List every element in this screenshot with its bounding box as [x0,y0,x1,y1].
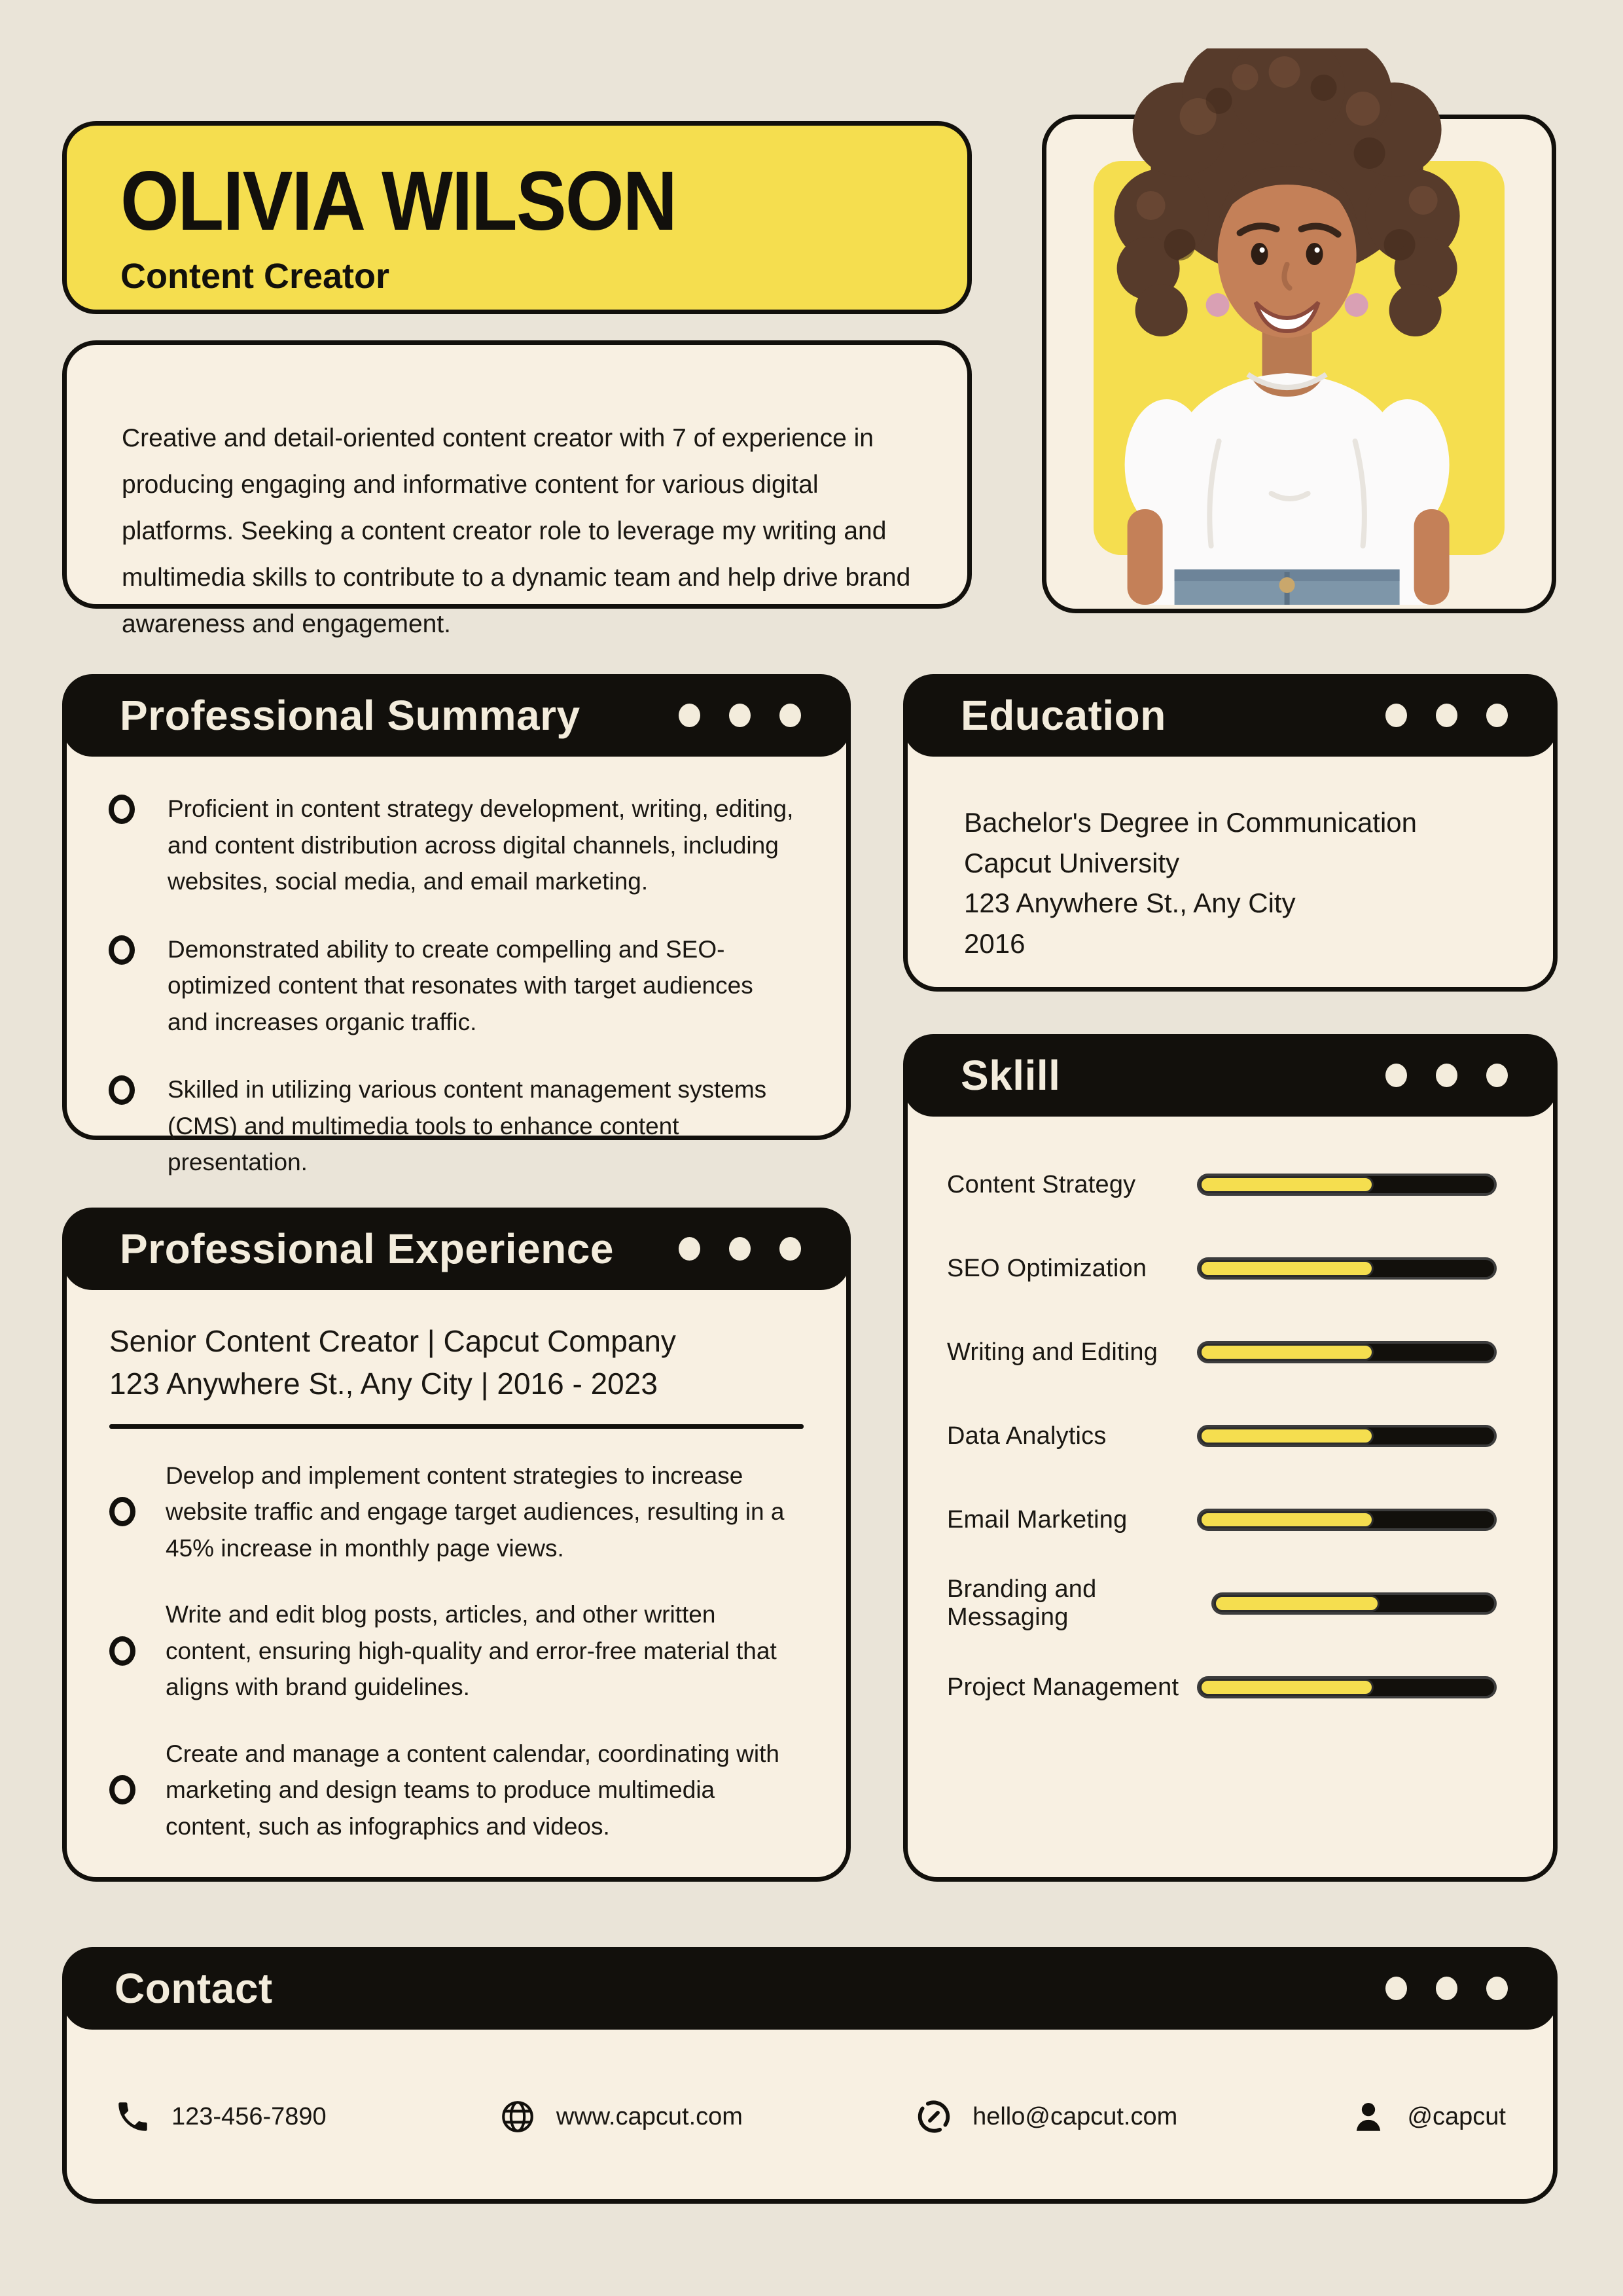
skill-label: Content Strategy [947,1170,1136,1198]
list-item [109,1458,804,1567]
divider [109,1424,804,1429]
skill-row [947,1227,1497,1310]
skill-label: Writing and Editing [947,1338,1158,1366]
job-title: Senior Content Creator | Capcut Company [109,1324,676,1358]
phone-icon [114,2098,152,2136]
education-card [903,674,1558,992]
photo-card [1042,115,1556,613]
window-dots-icon [1385,1977,1508,2000]
contact-item-phone[interactable] [114,2098,327,2136]
bullet-text: Proficient in content strategy development, writing, editing, and content distribution across digital channels, including websites, social media, and email marketing. [168,795,794,895]
bullet-text: Write and edit blog posts, articles, and other written content, ensuring high-quality and error-free material that aligns with brand guidelines. [166,1601,777,1701]
contact-item-website[interactable] [499,2098,743,2136]
window-dots-icon [679,704,801,727]
contact-social-text: @capcut [1407,2102,1506,2130]
bullet-ring-icon [109,1497,135,1526]
skill-bar-fill [1200,1679,1374,1696]
skill-bar-fill [1200,1176,1374,1193]
skill-label: Branding and Messaging [947,1575,1097,1631]
education-address: 123 Anywhere St., Any City [964,888,1296,919]
list-item [109,1736,804,1845]
list-item [109,791,800,900]
page-title: OLIVIA WILSON [120,154,677,248]
skill-row [947,1562,1497,1645]
experience-card [62,1208,851,1882]
bullet-text: Demonstrated ability to create compelling and SEO-optimized content that resonates with target audiences and increases organic traffic. [168,935,753,1035]
skill-row [947,1394,1497,1478]
contact-email-text: hello@capcut.com [972,2102,1178,2130]
skills-card [903,1034,1558,1882]
bullet-text: Skilled in utilizing various content management systems (CMS) and multimedia tools to enhance content presentation. [168,1076,767,1175]
summary-text: Creative and detail-oriented content creator with 7 of experience in producing engaging and informative content for various digital platforms. Seeking a content creator role to leverage my writing and multimedia skills to contribute to a dynamic team and help drive brand awareness and engagement. [122,424,911,638]
contact-item-social[interactable] [1349,2098,1506,2136]
section-title: Professional Summary [120,692,580,739]
portrait-photo [1088,48,1494,605]
list-item [109,1596,804,1706]
skill-bar-fill [1214,1595,1380,1612]
contact-card [62,1947,1558,2204]
contact-item-email[interactable] [915,2098,1177,2136]
skill-bar [1197,1676,1497,1698]
section-header [903,1034,1558,1117]
professional-summary-card [62,674,851,1175]
education-school: Capcut University [964,847,1180,878]
bullet-ring-icon [109,1075,135,1105]
contact-website-text: www.capcut.com [556,2102,743,2130]
bullet-ring-icon [109,795,135,824]
section-title: Contact [115,1965,273,2012]
skill-bar [1197,1509,1497,1531]
skill-bar-fill [1200,1511,1374,1528]
skill-bar [1197,1174,1497,1196]
job-meta: 123 Anywhere St., Any City | 2016 - 2023 [109,1367,658,1401]
section-header [62,674,851,757]
skill-bar [1197,1425,1497,1447]
contact-phone-text: 123-456-7890 [171,2102,327,2130]
education-degree: Bachelor's Degree in Communication [964,807,1418,838]
bullet-text: Develop and implement content strategies to increase website traffic and engage target audiences, resulting in a 45% increase in monthly page views. [166,1462,785,1562]
skill-bar [1197,1341,1497,1363]
window-dots-icon [1385,1064,1508,1087]
skill-label: Email Marketing [947,1505,1128,1534]
role-subtitle: Content Creator [120,257,390,296]
skill-bar-fill [1200,1344,1374,1361]
bullet-ring-icon [109,935,135,965]
skill-bar [1197,1257,1497,1280]
section-header [903,674,1558,757]
skill-bar-fill [1200,1260,1374,1277]
skill-label: SEO Optimization [947,1254,1147,1282]
skill-row [947,1478,1497,1562]
section-title: Professional Experience [120,1225,614,1272]
skill-row [947,1645,1497,1729]
window-dots-icon [1385,704,1508,727]
email-icon [915,2098,953,2136]
user-icon [1349,2098,1387,2136]
education-year: 2016 [964,928,1026,960]
section-header [62,1947,1558,2030]
skill-bar-fill [1200,1427,1374,1444]
skill-bar [1211,1592,1497,1615]
skill-row [947,1310,1497,1394]
bullet-ring-icon [109,1775,135,1804]
skill-label: Data Analytics [947,1422,1107,1450]
window-dots-icon [679,1237,801,1261]
section-header [62,1208,851,1290]
skill-row [947,1143,1497,1227]
bullet-text: Create and manage a content calendar, coordinating with marketing and design teams to produce multimedia content, such as infographics and videos. [166,1740,779,1840]
globe-icon [499,2098,537,2136]
skill-label: Project Management [947,1673,1179,1701]
bullet-ring-icon [109,1636,135,1666]
list-item [109,931,800,1041]
section-title: Sklill [961,1052,1061,1099]
section-title: Education [961,692,1166,739]
name-header-card [62,121,972,314]
summary-card [62,340,972,638]
list-item [109,1071,800,1181]
